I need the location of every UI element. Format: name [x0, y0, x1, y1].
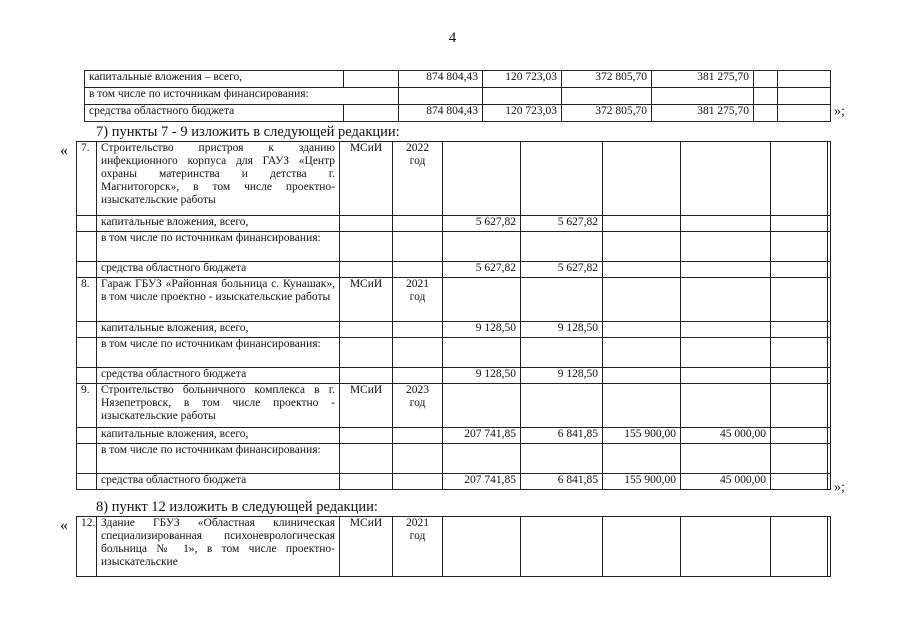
value-cell: 45 000,00 — [681, 428, 771, 444]
empty-cell — [77, 322, 97, 338]
empty-cell — [771, 278, 828, 322]
empty-cell — [340, 338, 393, 368]
empty-cell — [771, 428, 828, 444]
empty-cell — [771, 262, 828, 278]
empty-cell — [340, 322, 393, 338]
empty-cell — [771, 368, 828, 384]
empty-cell — [393, 444, 443, 474]
empty-cell — [681, 444, 771, 474]
empty-cell — [340, 428, 393, 444]
value-cell: 9 128,50 — [443, 368, 521, 384]
empty-cell — [828, 368, 831, 384]
empty-cell — [828, 384, 831, 428]
item-org: МСиИ — [340, 142, 393, 216]
empty-cell — [771, 384, 828, 428]
empty-cell — [681, 384, 771, 428]
empty-cell — [603, 142, 681, 216]
value-cell: 155 900,00 — [603, 428, 681, 444]
empty-cell — [828, 232, 831, 262]
value-cell — [603, 368, 681, 384]
row-label: средства областного бюджета — [85, 105, 344, 122]
empty-cell — [521, 142, 603, 216]
empty-cell — [603, 384, 681, 428]
empty-cell — [521, 384, 603, 428]
empty-cell — [443, 444, 521, 474]
value-cell: 6 841,85 — [521, 474, 603, 490]
empty-cell — [771, 216, 828, 232]
amendment-table — [76, 141, 831, 490]
table-row — [85, 105, 831, 122]
empty-cell — [77, 262, 97, 278]
empty-cell — [340, 216, 393, 232]
capital-label: капитальные вложения, всего, — [97, 322, 340, 338]
amendment-table — [76, 516, 831, 577]
empty-cell — [393, 232, 443, 262]
item-org: МСиИ — [340, 517, 393, 577]
item-year: 2022 год — [393, 142, 443, 216]
empty-cell — [828, 444, 831, 474]
item-name: Здание ГБУЗ «Областная клиническая специализированная психоневрологическая больница № 1», в том числе проектно-изыскательские — [97, 517, 340, 577]
empty-cell — [443, 384, 521, 428]
sources-label: в том числе по источникам финансирования: — [97, 338, 340, 368]
empty-cell — [771, 338, 828, 368]
budget-label: средства областного бюджета — [97, 474, 340, 490]
table-row — [77, 474, 831, 490]
item-number: 7. — [77, 142, 97, 216]
item-number: 9. — [77, 384, 97, 428]
empty-cell — [443, 517, 521, 577]
table-row — [85, 71, 831, 88]
row-label: капитальные вложения – всего, — [85, 71, 344, 88]
table-row — [77, 322, 831, 338]
item-number: 12. — [77, 517, 97, 577]
table-row — [77, 368, 831, 384]
table-row — [85, 88, 831, 105]
empty-cell — [393, 474, 443, 490]
empty-cell — [77, 474, 97, 490]
empty-cell — [603, 278, 681, 322]
empty-cell — [521, 444, 603, 474]
empty-cell — [443, 232, 521, 262]
value-cell — [681, 216, 771, 232]
empty-cell — [443, 338, 521, 368]
value-cell: 9 128,50 — [521, 322, 603, 338]
empty-cell — [443, 278, 521, 322]
capital-label: капитальные вложения, всего, — [97, 216, 340, 232]
item-year: 2021 год — [393, 278, 443, 322]
empty-cell — [393, 322, 443, 338]
table-row — [77, 142, 831, 216]
value-cell: 207 741,85 — [443, 428, 521, 444]
empty-cell — [828, 428, 831, 444]
table-row — [77, 262, 831, 278]
closing-quote: »; — [834, 104, 845, 119]
value-cell: 207 741,85 — [443, 474, 521, 490]
value-cell: 155 900,00 — [603, 474, 681, 490]
closing-quote: »; — [834, 480, 845, 495]
value-cell: 372 805,70 — [562, 105, 652, 122]
empty-cell — [603, 338, 681, 368]
empty-cell — [681, 278, 771, 322]
opening-quote: « — [60, 517, 68, 534]
value-cell — [681, 322, 771, 338]
value-cell: 120 723,03 — [483, 105, 562, 122]
value-cell: 9 128,50 — [443, 322, 521, 338]
empty-cell — [77, 216, 97, 232]
empty-cell — [828, 517, 831, 577]
empty-cell — [603, 517, 681, 577]
empty-cell — [828, 474, 831, 490]
value-cell: 874 804,43 — [399, 105, 483, 122]
value-cell: 5 627,82 — [443, 216, 521, 232]
empty-cell — [771, 474, 828, 490]
item-number: 8. — [77, 278, 97, 322]
empty-cell — [603, 444, 681, 474]
table-row — [77, 428, 831, 444]
table-row — [77, 384, 831, 428]
empty-cell — [77, 338, 97, 368]
table-row — [77, 338, 831, 368]
capital-label: капитальные вложения, всего, — [97, 428, 340, 444]
item-year: 2021 год — [393, 517, 443, 577]
value-cell: 381 275,70 — [652, 71, 754, 88]
empty-cell — [828, 142, 831, 216]
item-name: Гараж ГБУЗ «Районная больница с. Кунашак», в том числе проектно - изыскательские работы — [97, 278, 340, 322]
table-row — [77, 232, 831, 262]
empty-cell — [393, 368, 443, 384]
value-cell: 372 805,70 — [562, 71, 652, 88]
empty-cell — [340, 262, 393, 278]
table-row — [77, 444, 831, 474]
item-name: Строительство больничного комплекса в г. Нязепетровск, в том числе проектно - изыскательские работы — [97, 384, 340, 428]
budget-label: средства областного бюджета — [97, 262, 340, 278]
table-row — [77, 278, 831, 322]
empty-cell — [681, 142, 771, 216]
empty-cell — [77, 428, 97, 444]
empty-cell — [77, 368, 97, 384]
page-number: 4 — [448, 30, 457, 46]
value-cell — [603, 262, 681, 278]
empty-cell — [681, 338, 771, 368]
empty-cell — [340, 474, 393, 490]
value-cell: 381 275,70 — [652, 105, 754, 122]
item-org: МСиИ — [340, 278, 393, 322]
empty-cell — [340, 232, 393, 262]
empty-cell — [521, 338, 603, 368]
empty-cell — [771, 517, 828, 577]
empty-cell — [443, 142, 521, 216]
empty-cell — [828, 322, 831, 338]
empty-cell — [521, 278, 603, 322]
value-cell: 120 723,03 — [483, 71, 562, 88]
value-cell — [603, 322, 681, 338]
value-cell: 45 000,00 — [681, 474, 771, 490]
value-cell — [681, 368, 771, 384]
top-table — [84, 70, 831, 122]
empty-cell — [828, 216, 831, 232]
row-label: в том числе по источникам финансирования: — [85, 88, 399, 105]
value-cell: 6 841,85 — [521, 428, 603, 444]
item-name: Строительство пристроя к зданию инфекционного корпуса для ГАУЗ «Центр охраны материнства и детства г. Магнитогорск», в том числе проектно-изыскательские работы — [97, 142, 340, 216]
value-cell: 5 627,82 — [521, 262, 603, 278]
opening-quote: « — [60, 142, 68, 159]
empty-cell — [828, 278, 831, 322]
empty-cell — [828, 338, 831, 368]
empty-cell — [340, 368, 393, 384]
empty-cell — [771, 232, 828, 262]
budget-label: средства областного бюджета — [97, 368, 340, 384]
sources-label: в том числе по источникам финансирования: — [97, 232, 340, 262]
empty-cell — [521, 517, 603, 577]
empty-cell — [393, 338, 443, 368]
value-cell: 874 804,43 — [399, 71, 483, 88]
item-org: МСиИ — [340, 384, 393, 428]
empty-cell — [521, 232, 603, 262]
table-row — [77, 216, 831, 232]
empty-cell — [77, 444, 97, 474]
empty-cell — [77, 232, 97, 262]
empty-cell — [393, 428, 443, 444]
value-cell: 9 128,50 — [521, 368, 603, 384]
empty-cell — [681, 517, 771, 577]
empty-cell — [771, 444, 828, 474]
item-year: 2023 год — [393, 384, 443, 428]
empty-cell — [393, 262, 443, 278]
empty-cell — [771, 322, 828, 338]
empty-cell — [603, 232, 681, 262]
empty-cell — [340, 444, 393, 474]
value-cell: 5 627,82 — [443, 262, 521, 278]
value-cell: 5 627,82 — [521, 216, 603, 232]
amendment-heading: 7) пункты 7 - 9 изложить в следующей редакции: — [96, 124, 400, 140]
empty-cell — [393, 216, 443, 232]
empty-cell — [771, 142, 828, 216]
table-row — [77, 517, 831, 577]
empty-cell — [828, 262, 831, 278]
value-cell — [603, 216, 681, 232]
empty-cell — [681, 232, 771, 262]
value-cell — [681, 262, 771, 278]
amendment-heading: 8) пункт 12 изложить в следующей редакции: — [96, 499, 378, 515]
sources-label: в том числе по источникам финансирования: — [97, 444, 340, 474]
